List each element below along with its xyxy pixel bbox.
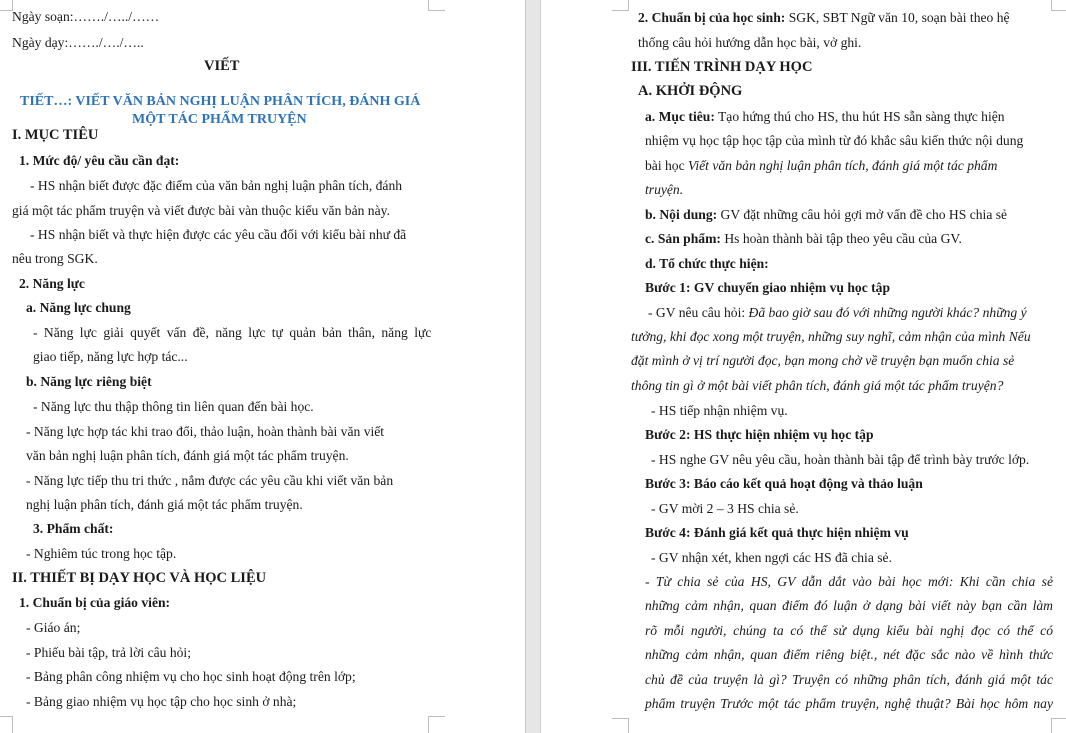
transition-line6: phẩm truyện Trước một tác phẩm truyện, nghệ thuật? Bài học hôm nay [645, 696, 1053, 711]
document-page-right [541, 0, 1066, 733]
step-2-heading: Bước 2: HS thực hiện nhiệm vụ học tập [645, 427, 874, 442]
step-2-text: - HS nghe GV nêu yêu cầu, hoàn thành bài tập để trình bày trước lớp. [651, 452, 1030, 467]
warmup-objective-line2: nhiệm vụ học tập học tập của mình từ đó khắc sâu kiến thức nội dung [645, 133, 1024, 148]
step-1-heading: Bước 1: GV chuyển giao nhiệm vụ học tập [645, 280, 891, 295]
step-1-question-line3: đặt mình ở vị trí người đọc, bạn mong chờ về truyện bạn muốn chia sẻ [631, 353, 1015, 368]
subsection-competencies: 2. Năng lực [19, 276, 85, 291]
document-page-left [0, 0, 525, 733]
warmup-product [645, 231, 962, 247]
warmup-objective-label: a. Mục tiêu: [645, 109, 715, 124]
margin-corner-mark [1051, 0, 1066, 11]
warmup-content-label: b. Nội dung: [645, 207, 718, 222]
subsection-requirements: 1. Mức độ/ yêu cầu cần đạt: [19, 153, 180, 168]
warmup-objective-line3 [645, 158, 997, 174]
step-1-student: - HS tiếp nhận nhiệm vụ. [651, 403, 788, 418]
warmup-objective-line4: truyện. [645, 182, 684, 197]
transition-line2: những cảm nhận, quan điểm đó luận ở dạng bài viết này bạn cần làm [645, 598, 1053, 613]
step-4-text: - GV nhận xét, khen ngợi các HS đã chia sẻ. [651, 550, 892, 565]
warmup-objective-text: Tạo hứng thú cho HS, thu hút HS sẵn sàng thực hiện [714, 109, 1005, 124]
warmup-objective [645, 109, 1005, 125]
teacher-prep-1: - Giáo án; [26, 620, 81, 635]
step-1-question-line4: thông tin gì ở một bài viết phân tích, đánh giá một tác phẩm truyện? [631, 378, 1004, 393]
step-4-heading: Bước 4: Đánh giá kết quả thực hiện nhiệm vụ [645, 525, 909, 540]
warmup-organization: d. Tổ chức thực hiện: [645, 256, 769, 271]
date-taught: Ngày dạy:……./…./….. [12, 35, 144, 50]
margin-corner-mark [612, 718, 629, 733]
lesson-title-line1: TIẾT…: VIẾT VĂN BẢN NGHỊ LUẬN PHÂN TÍCH, ĐÁNH GIÁ [20, 94, 421, 109]
margin-corner-mark [612, 0, 629, 11]
transition-line1: - Từ chia sẻ của HS, GV dẫn dắt vào bài học mới: Khi cần chia sẻ [645, 574, 1053, 589]
student-prep-text: SGK, SBT Ngữ văn 10, soạn bài theo hệ [785, 10, 1010, 25]
subsection-qualities: 3. Phẩm chất: [33, 521, 114, 536]
subsection-general-competency: a. Năng lực chung [26, 300, 131, 315]
margin-corner-mark [0, 716, 13, 733]
margin-corner-mark [428, 716, 445, 733]
objective-2-line2: nêu trong SGK. [12, 251, 98, 266]
specific-competency-2-line2: văn bản nghị luận phân tích, đánh giá một tác phẩm truyện. [26, 448, 349, 463]
general-competency-line1: - Năng lực giải quyết vấn đề, năng lực tự quản bản thân, năng lực [33, 325, 432, 340]
transition-line4: những cảm nhận, quan điểm riêng biệt., nét đặc sắc nào về hình thức [645, 647, 1053, 662]
warmup-content [645, 207, 1007, 223]
warmup-product-text: Hs hoàn thành bài tập theo yêu cầu của GV. [720, 231, 962, 246]
step-1-question-italic: Đã bao giờ sau đó với những người khác? những ý [748, 305, 1027, 320]
section-process: III. TIẾN TRÌNH DẠY HỌC [631, 59, 813, 75]
teacher-prep-3: - Bảng phân công nhiệm vụ cho học sinh hoạt động trên lớp; [26, 669, 356, 684]
teacher-prep-4: - Bảng giao nhiệm vụ học tập cho học sinh ở nhà; [26, 694, 297, 709]
step-1-question-line2: tưởng, khi đọc xong một truyện, những suy nghĩ, cảm nhận của mình Nếu [631, 329, 1031, 344]
lesson-title-line2: MỘT TÁC PHẨM TRUYỆN [132, 112, 307, 127]
objective-1-line1: - HS nhận biết được đặc điểm của văn bản nghị luận phân tích, đánh [30, 178, 403, 193]
transition-line3: rõ mỗi người, chúng ta có thể sử dụng kiểu bài nghị đọc có thể có [645, 623, 1053, 638]
warmup-product-label: c. Sản phẩm: [645, 231, 721, 246]
section-equipment: II. THIẾT BỊ DẠY HỌC VÀ HỌC LIỆU [12, 570, 267, 586]
warmup-objective-line3-text: bài học [645, 158, 689, 173]
student-prep-label: 2. Chuẩn bị của học sinh: [638, 10, 786, 25]
part-warmup: A. KHỞI ĐỘNG [638, 83, 743, 99]
quality-1: - Nghiêm túc trong học tập. [26, 546, 177, 561]
specific-competency-1: - Năng lực thu thập thông tin liên quan đến bài học. [33, 399, 314, 414]
section-objectives: I. MỤC TIÊU [12, 127, 99, 143]
date-prepared: Ngày soạn:……./…../…… [12, 9, 160, 24]
specific-competency-3-line1: - Năng lực tiếp thu tri thức , nắm được các yêu cầu khi viết văn bản [26, 473, 394, 488]
margin-corner-mark [1051, 718, 1066, 733]
transition-line5: chủ đề của truyện là gì? Truyện có những phân tích, đánh giá một tác [645, 672, 1053, 687]
step-1-question [648, 305, 1027, 321]
general-competency-line2: giao tiếp, năng lực hợp tác... [33, 349, 188, 364]
subsection-teacher-prep: 1. Chuẩn bị của giáo viên: [19, 595, 171, 610]
subsection-specific-competency: b. Năng lực riêng biệt [26, 374, 152, 389]
step-3-text: - GV mời 2 – 3 HS chia sẻ. [651, 501, 799, 516]
objective-2-line1: - HS nhận biết và thực hiện được các yêu cầu đối với kiểu bài như đã [30, 227, 407, 242]
specific-competency-2-line1: - Năng lực hợp tác khi trao đổi, thảo luận, hoàn thành bài văn viết [26, 424, 385, 439]
step-1-question-label: - GV nêu câu hỏi: [648, 305, 749, 320]
subject-heading: VIẾT [204, 58, 240, 74]
margin-corner-mark [428, 0, 445, 11]
page-gap [525, 0, 541, 733]
specific-competency-3-line2: nghị luận phân tích, đánh giá một tác phẩm truyện. [26, 497, 303, 512]
student-prep-line2: thống câu hỏi hướng dẫn học bài, vở ghi. [638, 35, 862, 50]
objective-1-line2: giá một tác phẩm truyện và viết được bài vàn thuộc kiểu văn bản này. [12, 203, 390, 218]
teacher-prep-2: - Phiếu bài tập, trả lời câu hỏi; [26, 645, 191, 660]
student-prep [638, 10, 1010, 26]
lesson-name-italic: Viết văn bản nghị luận phân tích, đánh giá một tác phẩm [688, 158, 998, 173]
warmup-content-text: GV đặt những câu hỏi gợi mở vấn đề cho HS chia sẻ [717, 207, 1008, 222]
step-3-heading: Bước 3: Báo cáo kết quả hoạt động và thảo luận [645, 476, 923, 491]
